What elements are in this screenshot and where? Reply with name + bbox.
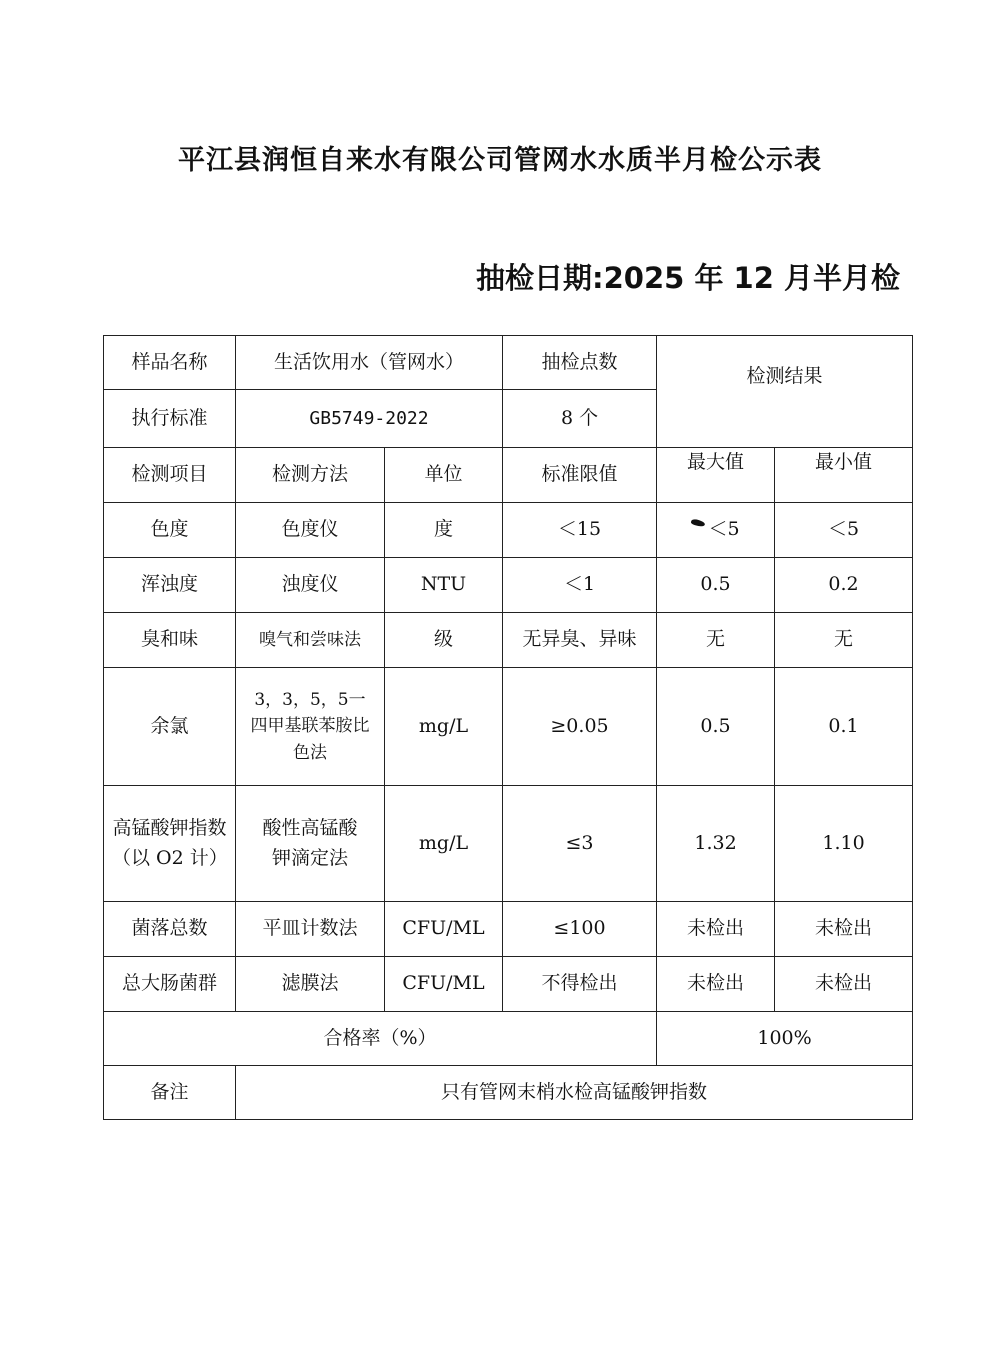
remarks-label: 备注 xyxy=(104,1066,236,1120)
pass-rate-label: 合格率（%） xyxy=(104,1012,657,1066)
table-header-row xyxy=(104,448,913,503)
limit-cell: ＜1 xyxy=(503,558,657,613)
method-cell: 酸性高锰酸钾滴定法 xyxy=(236,786,385,902)
unit-cell: 级 xyxy=(385,613,503,668)
item-cell: 余氯 xyxy=(104,668,236,786)
pass-rate-row xyxy=(104,1012,913,1066)
table-row xyxy=(104,668,913,786)
pass-rate-value: 100% xyxy=(657,1012,913,1066)
header-max: 最大值 xyxy=(657,448,775,503)
sample-name-value: 生活饮用水（管网水） xyxy=(236,336,503,390)
unit-cell: mg/L xyxy=(385,668,503,786)
max-cell: 无 xyxy=(657,613,775,668)
min-cell: 0.2 xyxy=(775,558,913,613)
max-cell: 1.32 xyxy=(657,786,775,902)
unit-cell: CFU/ML xyxy=(385,902,503,957)
limit-cell: ≤3 xyxy=(503,786,657,902)
water-quality-table xyxy=(103,335,913,1120)
limit-cell: 无异臭、异味 xyxy=(503,613,657,668)
method-cell: 滤膜法 xyxy=(236,957,385,1012)
method-cell: 色度仪 xyxy=(236,503,385,558)
table-row xyxy=(104,957,913,1012)
max-cell xyxy=(657,503,775,558)
max-cell: 0.5 xyxy=(657,558,775,613)
header-limit: 标准限值 xyxy=(503,448,657,503)
min-cell: 1.10 xyxy=(775,786,913,902)
table-row xyxy=(104,503,913,558)
item-cell: 菌落总数 xyxy=(104,902,236,957)
remarks-row xyxy=(104,1066,913,1120)
limit-cell: ≥0.05 xyxy=(503,668,657,786)
points-value: 8 个 xyxy=(503,390,657,448)
sample-date: 抽检日期:2025 年 12 月半月检 xyxy=(476,261,900,295)
method-cell: 嗅气和尝味法 xyxy=(236,613,385,668)
min-cell: 未检出 xyxy=(775,902,913,957)
header-item: 检测项目 xyxy=(104,448,236,503)
table-row xyxy=(104,558,913,613)
min-cell: 无 xyxy=(775,613,913,668)
unit-cell: 度 xyxy=(385,503,503,558)
table-row xyxy=(104,786,913,902)
ink-smudge xyxy=(691,518,706,528)
max-cell: 未检出 xyxy=(657,902,775,957)
min-cell: 未检出 xyxy=(775,957,913,1012)
limit-cell: 不得检出 xyxy=(503,957,657,1012)
max-cell: 0.5 xyxy=(657,668,775,786)
unit-cell: mg/L xyxy=(385,786,503,902)
unit-cell: CFU/ML xyxy=(385,957,503,1012)
remarks-value: 只有管网末梢水检高锰酸钾指数 xyxy=(236,1066,913,1120)
standard-value: GB5749-2022 xyxy=(236,390,503,448)
item-cell: 浑浊度 xyxy=(104,558,236,613)
item-cell: 色度 xyxy=(104,503,236,558)
min-cell: ＜5 xyxy=(775,503,913,558)
max-value: ＜5 xyxy=(708,518,740,541)
page-title: 平江县润恒自来水有限公司管网水水质半月检公示表 xyxy=(178,145,822,176)
min-cell: 0.1 xyxy=(775,668,913,786)
limit-cell: ≤100 xyxy=(503,902,657,957)
item-cell: 臭和味 xyxy=(104,613,236,668)
results-label: 检测结果 xyxy=(657,336,913,448)
method-cell: 3，3，5，5一四甲基联苯胺比色法 xyxy=(236,668,385,786)
sample-name-label: 样品名称 xyxy=(104,336,236,390)
standard-label: 执行标准 xyxy=(104,390,236,448)
method-cell: 平皿计数法 xyxy=(236,902,385,957)
table-row xyxy=(104,336,913,390)
table-row xyxy=(104,613,913,668)
method-cell: 浊度仪 xyxy=(236,558,385,613)
header-unit: 单位 xyxy=(385,448,503,503)
table-row xyxy=(104,902,913,957)
max-cell: 未检出 xyxy=(657,957,775,1012)
points-label: 抽检点数 xyxy=(503,336,657,390)
item-cell: 总大肠菌群 xyxy=(104,957,236,1012)
limit-cell: ＜15 xyxy=(503,503,657,558)
unit-cell: NTU xyxy=(385,558,503,613)
header-method: 检测方法 xyxy=(236,448,385,503)
item-cell: 高锰酸钾指数（以 O2 计） xyxy=(104,786,236,902)
header-min: 最小值 xyxy=(775,448,913,503)
